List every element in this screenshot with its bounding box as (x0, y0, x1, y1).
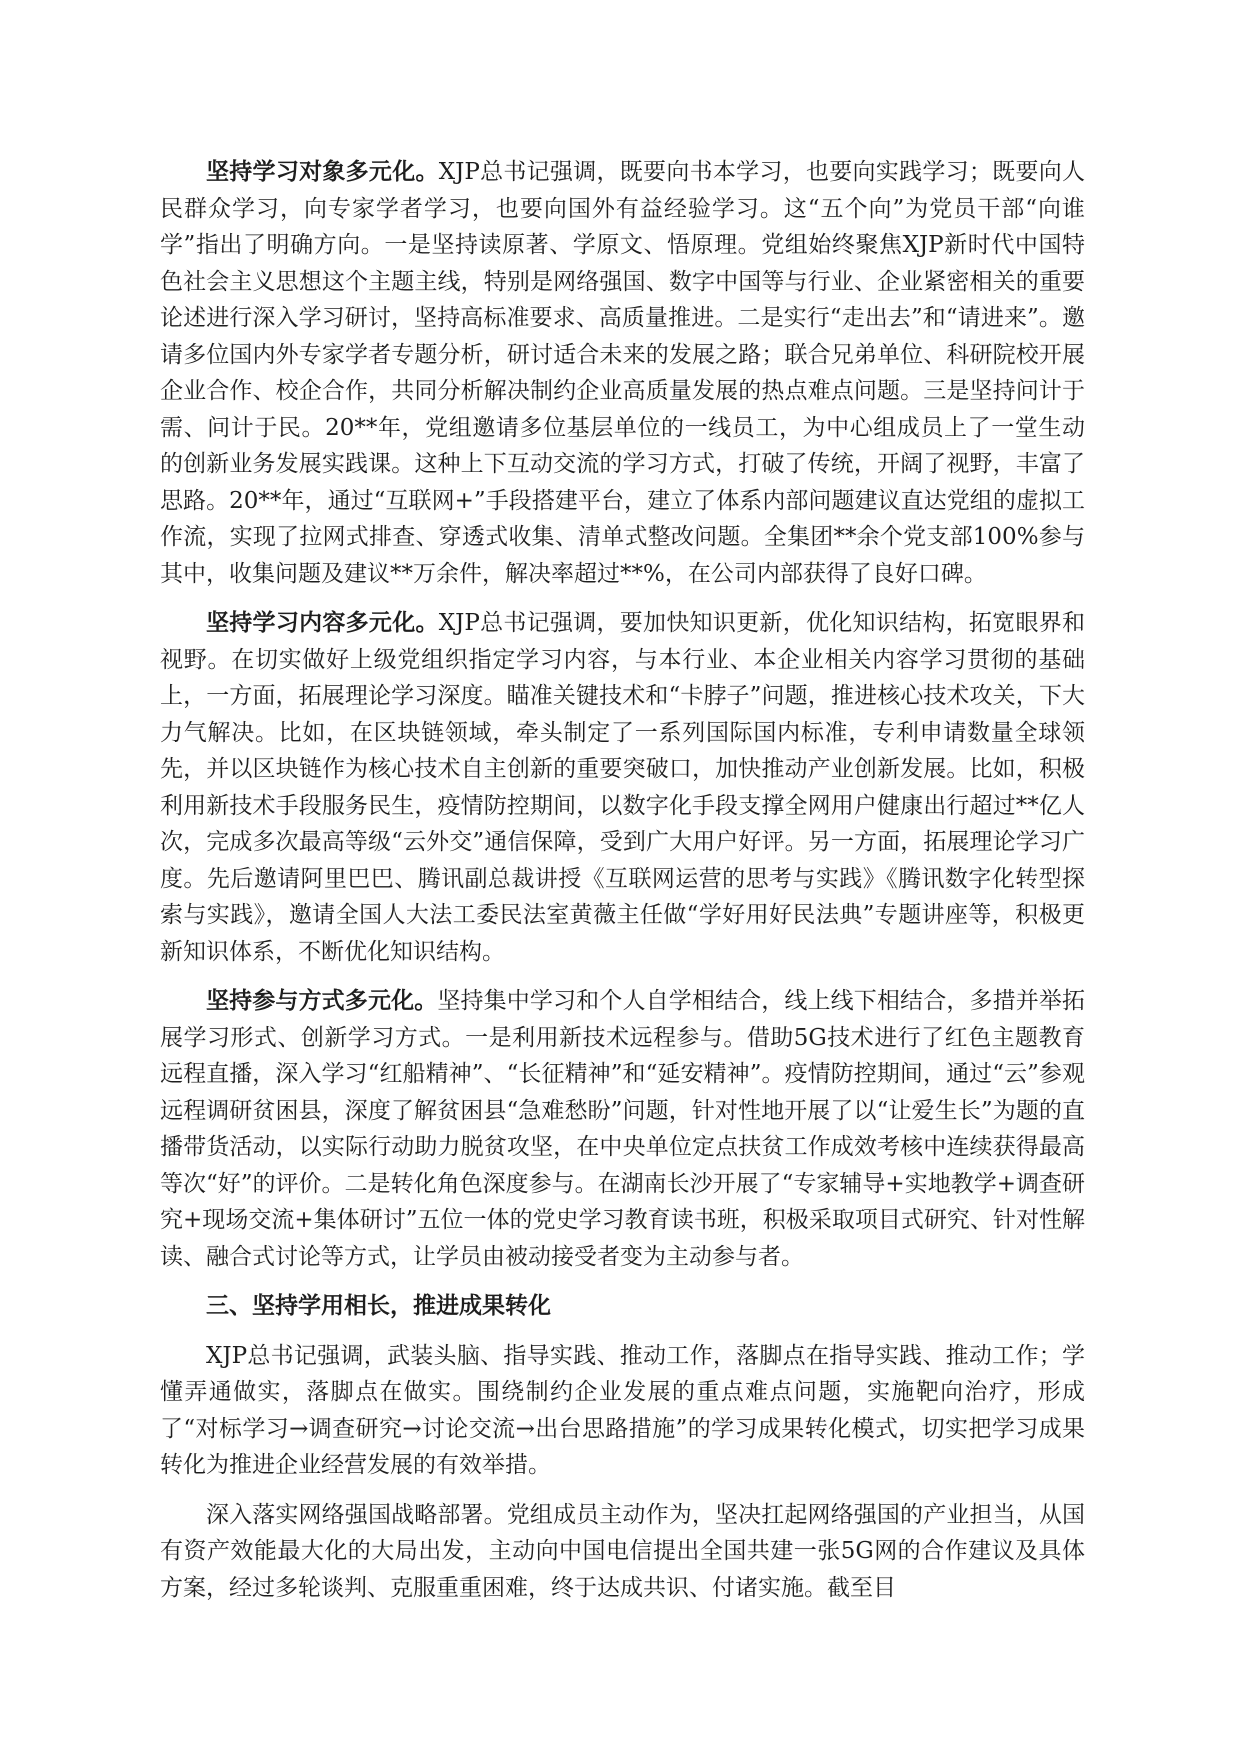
paragraph-body: XJP总书记强调，既要向书本学习，也要向实践学习；既要向人民群众学习，向专家学者学习，也要向国外有益经验学习。这“五个向”为党员干部“向谁学”指出了明确方向。一是坚持读原著、学原文、悟原理。党组始终聚焦XJP新时代中国特色社会主义思想这个主题主线，特别是网络强国、数字中国等与行业、企业紧密相关的重要论述进行深入学习研讨，坚持高标准要求、高质量推进。二是实行“走出去”和“请进来”。邀请多位国内外专家学者专题分析，研讨适合未来的发展之路；联合兄弟单位、科研院校开展企业合作、校企合作，共同分析解决制约企业高质量发展的热点难点问题。三是坚持问计于需、问计于民。20**年，党组邀请多位基层单位的一线员工，为中心组成员上了一堂生动的创新业务发展实践课。这种上下互动交流的学习方式，打破了传统，开阔了视野，丰富了思路。20**年，通过“互联网+”手段搭建平台，建立了体系内部问题建议直达党组的虚拟工作流，实现了拉网式排查、穿透式收集、清单式整改问题。全集团**余个党支部100%参与其中，收集问题及建议**万余件，解决率超过**%，在公司内部获得了良好口碑。 (160, 159, 1086, 587)
paragraph-study-content (160, 605, 1085, 970)
paragraph-participation-methods (160, 983, 1085, 1275)
document-page (160, 154, 1085, 1619)
section-heading: 三、坚持学用相长，推进成果转化 (206, 1292, 551, 1319)
paragraph-lead: 坚持学习对象多元化。 (206, 158, 439, 185)
paragraph-lead: 坚持学习内容多元化。 (206, 609, 439, 636)
paragraph-network-strategy: 深入落实网络强国战略部署。党组成员主动作为，坚决扛起网络强国的产业担当，从国有资产效能最大化的大局出发，主动向中国电信提出全国共建一张5G网的合作建议及具体方案，经过多轮谈判、克服重重困难，终于达成共识、付诸实施。截至目 (160, 1501, 1085, 1601)
paragraph-study-objects (160, 154, 1085, 592)
paragraph-body: 坚持集中学习和个人自学相结合，线上线下相结合，多措并举拓展学习形式、创新学习方式。一是利用新技术远程参与。借助5G技术进行了红色主题教育远程直播，深入学习“红船精神”、“长征精神”和“延安精神”。疫情防控期间，通过“云”参观远程调研贫困县，深度了解贫困县“急难愁盼”问题，针对性地开展了以“让爱生长”为题的直播带货活动，以实际行动助力脱贫攻坚，在中央单位定点扶贫工作成效考核中连续获得最高等次“好”的评价。二是转化角色深度参与。在湖南长沙开展了“专家辅导+实地教学+调查研究+现场交流+集体研讨”五位一体的党史学习教育读书班，积极采取项目式研究、针对性解读、融合式讨论等方式，让学员由被动接受者变为主动参与者。 (160, 988, 1086, 1270)
paragraph-body: XJP总书记强调，要加快知识更新，优化知识结构，拓宽眼界和视野。在切实做好上级党组织指定学习内容，与本行业、本企业相关内容学习贯彻的基础上，一方面，拓展理论学习深度。瞄准关键技术和“卡脖子”问题，推进核心技术攻关，下大力气解决。比如，在区块链领域，牵头制定了一系列国际国内标准，专利申请数量全球领先，并以区块链作为核心技术自主创新的重要突破口，加快推动产业创新发展。比如，积极利用新技术手段服务民生，疫情防控期间，以数字化手段支撑全网用户健康出行超过**亿人次，完成多次最高等级“云外交”通信保障，受到广大用户好评。另一方面，拓展理论学习广度。先后邀请阿里巴巴、腾讯副总裁讲授《互联网运营的思考与实践》《腾讯数字化转型探索与实践》，邀请全国人大法工委民法室黄薇主任做“学好用好民法典”专题讲座等，积极更新知识体系，不断优化知识结构。 (160, 610, 1086, 965)
paragraph-results-conversion: XJP总书记强调，武装头脑、指导实践、推动工作，落脚点在指导实践、推动工作；学懂弄通做实，落脚点在做实。围绕制约企业发展的重点难点问题，实施靶向治疗，形成了“对标学习→调查研究→讨论交流→出台思路措施”的学习成果转化模式，切实把学习成果转化为推进企业经营发展的有效举措。 (160, 1342, 1085, 1478)
paragraph-lead: 坚持参与方式多元化。 (206, 987, 438, 1014)
